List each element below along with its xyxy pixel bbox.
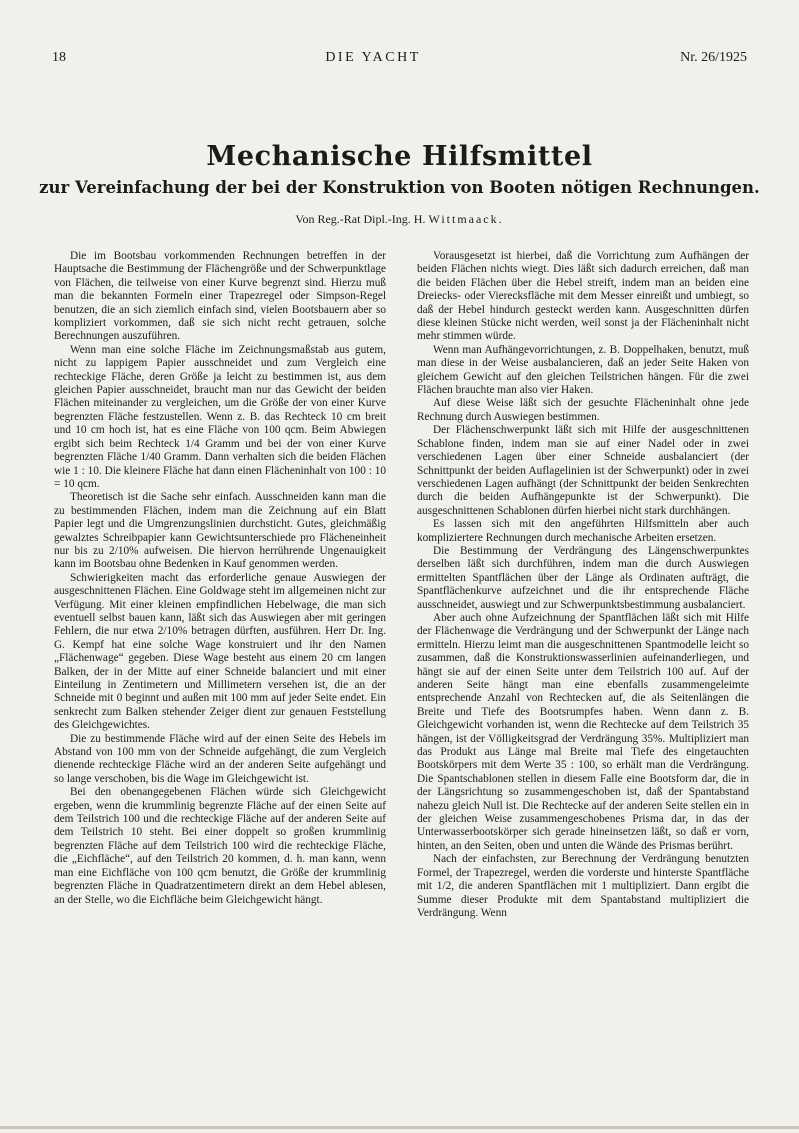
paragraph: Wenn man Aufhängevorrichtungen, z. B. Doppelhaken, benutzt, muß man diese in der Weise ausbalancieren, daß an jeder Seite Haken von gleichem Gewicht auf den gleichen Teilstrichen hängen. Für die zwei Flächen brauchte man also vier Haken. [417, 343, 749, 397]
paragraph: Bei den obenangegebenen Flächen würde sich Gleichgewicht ergeben, wenn die krummlinig begrenzte Fläche auf der einen Seite auf dem Teilstrich 100 und die rechteckige Fläche auf der anderen Seite auf dem Teilstrich 10 steht. Bei einer doppelt so großen krummlinig begrenzten Fläche auf dem Teilstrich 100 wird die rechteckige Fläche, die „Eichfläche“, auf den Teilstrich 20 kommen, d. h. man kann, wenn man eine Eichfläche von 100 qcm benutzt, die Größe der krummlinig begrenzten Fläche in Quadratzentimetern direkt an dem Hebel ablesen, an der Stelle, wo die Eichfläche beim Gleichgewicht hängt. [54, 786, 386, 906]
article-byline [0, 212, 799, 227]
byline-prefix: Von Reg.-Rat Dipl.-Ing. H. [295, 212, 426, 226]
paragraph: Vorausgesetzt ist hierbei, daß die Vorrichtung zum Aufhängen der beiden Flächen nichts wiegt. Dies läßt sich dadurch erreichen, daß man die beiden Flächen über die Hebel streift, indem man an beiden eine Dreiecks- oder Vierecksfläche mit dem Messer einreißt und umbiegt, so daß der Hebel hindurch gesteckt werden kann. Ausgeschnitten dürfen diese kleinen Stücke nicht werden, weil sonst ja der Flächeninhalt nicht mehr stimmen würde. [417, 250, 749, 343]
paragraph: Aber auch ohne Aufzeichnung der Spantflächen läßt sich mit Hilfe der Flächenwage die Verdrängung und der Schwerpunkt der Länge nach ermitteln. Hierzu leimt man die ausgeschnittenen Spantmodelle leicht so zusammen, daß die Konstruktionswasserlinien aufeinanderliegen, und hängt sie auf der einen Seite unter dem Teilstrich 100 auf. Auf der anderen Seite hängt man eine ebenfalls zusammengeleimte entsprechende Anzahl von Rechtecken auf, die als Seitenlängen die Breite und Tiefe des Bootsrumpfes haben. Wenn dann z. B. Gleichgewicht vorhanden ist, wenn die Rechtecke auf dem Teilstrich 35 hängen, ist der Völligkeitsgrad der Verdrängung 35%. Multipliziert man das Produkt aus Länge mal Breite mal Tiefe des eingetauchten Bootskörpers mit dem Werte 35 : 100, so erhält man die Verdrängung. Die Spantschablonen stellen in diesem Falle eine Bootsform dar, die in der Längsrichtung so zusammengeschoben ist, daß der Spantabstand nahezu gleich Null ist. Die Rechtecke auf der anderen Seite stellen ein in der gleichen Weise zusammengeschobenes Prisma dar, in das der Unterwasserbootskörper sich gerade hineinsetzen läßt, so daß er vorn, hinten, an den Seiten, oben und unten die Wände des Prismas berührt. [417, 611, 749, 852]
paragraph: Die im Bootsbau vorkommenden Rechnungen betreffen in der Hauptsache die Bestimmung der Flächengröße und der Schwerpunktlage von Flächen, die teilweise von einer Kurve begrenzt sind. Hierzu muß man die bekannten Formeln einer Trapezregel oder Simpson-Regel benutzen, die an sich ziemlich einfach sind, vielen Bootsbauern aber so kompliziert vorkommen, daß sie sich nicht recht getrauen, solche Berechnungen auszuführen. [54, 250, 386, 343]
running-head: DIE YACHT [325, 50, 421, 65]
paragraph: Theoretisch ist die Sache sehr einfach. Ausschneiden kann man die zu bestimmenden Flächen, indem man die Zeichnung auf ein Blatt Papier legt und die Umgrenzungslinien durchsticht. Gutes, gleichmäßig gewalztes Schreibpapier kann Gewichtsunterschiede pro Flächeneinheit nur bis zu 2/10% aufweisen. Die hiervon herrührende Ungenauigkeit kann im Bootsbau ohne Bedenken in Kauf genommen werden. [54, 491, 386, 571]
paragraph: Die Bestimmung der Verdrängung des Längenschwerpunktes derselben läßt sich durchführen, indem man die durch Auswiegen ermittelten Spantflächen über der Länge als Ordinaten aufträgt, die Spantflächenkurve aufzeichnet und die ihr entsprechende Fläche ausschneidet, auswiegt und zur Schwerpunktsbestimmung ausbalanciert. [417, 544, 749, 611]
paragraph: Es lassen sich mit den angeführten Hilfsmitteln aber auch kompliziertere Rechnungen durch mechanische Arbeiten ersetzen. [417, 518, 749, 544]
right-column [417, 250, 749, 920]
page-number: 18 [52, 50, 66, 65]
paragraph: Wenn man eine solche Fläche im Zeichnungsmaßstab aus gutem, nicht zu lappigem Papier ausschneidet und zum Vergleich eine rechteckige Fläche, deren Größe ja leicht zu bestimmen ist, aus dem gleichen Papier ausschneidet, braucht man nur das Gewicht der beiden Flächen miteinander zu vergleichen, um die Größe der von einer Kurve begrenzten Fläche festzustellen. Wenn z. B. das Rechteck 10 cm breit und 10 cm hoch ist, hat es eine Fläche von 100 qcm. Beim Abwiegen ergibt sich beim Rechteck 1/4 Gramm und bei der von einer Kurve begrenzten Fläche 1/40 Gramm. Dann verhalten sich die beiden Flächen wie 1 : 10. Die kleinere Fläche hat dann einen Flächeninhalt von 100 : 10 = 10 qcm. [54, 343, 386, 490]
issue-number: Nr. 26/1925 [680, 50, 747, 65]
paragraph: Nach der einfachsten, zur Berechnung der Verdrängung benutzten Formel, der Trapezregel, werden die vorderste und hinterste Spantfläche mit 1/2, die anderen Spantflächen mit 1 multipliziert. Dann ergibt die Summe dieser Produkte mit dem Spantabstand multipliziert die Verdrängung. Wenn [417, 853, 749, 919]
paragraph: Schwierigkeiten macht das erforderliche genaue Auswiegen der ausgeschnittenen Flächen. Eine Goldwage steht im allgemeinen nicht zur Verfügung. Mit einer kleinen empfindlichen Hebelwage, die man sich eventuell selbst bauen kann, läßt sich das Auswiegen aber mit geringen Fehlern, die nur etwa 2/10% betragen dürften, ausführen. Herr Dr. Ing. G. Kempf hat eine solche Wage konstruiert und ihr den Namen „Flächenwage“ gegeben. Diese Wage besteht aus einem 20 cm langen Balken, der in der Mitte auf einer Schneide balanciert und mit einer Einteilung in Zentimetern und Millimetern versehen ist, die an der Schneide mit 0 beginnt und außen mit 100 mm auf jeder Seite endet. Ein senkrecht zum Balken stehender Zeiger dient zur genauen Feststellung des Gleichgewichtes. [54, 571, 386, 732]
article-title: Mechanische Hilfsmittel [206, 141, 593, 172]
paragraph: Auf diese Weise läßt sich der gesuchte Flächeninhalt ohne jede Rechnung durch Auswiegen bestimmen. [417, 397, 749, 423]
page-header [52, 50, 747, 66]
left-column [54, 250, 386, 907]
article-subtitle: zur Vereinfachung der bei der Konstruktion von Booten nötigen Rechnungen. [39, 178, 760, 197]
paragraph: Der Flächenschwerpunkt läßt sich mit Hilfe der ausgeschnittenen Schablone finden, indem man sie auf einer Nadel oder in zwei verschiedenen Lagen über einer Schneide ausbalanciert (der Schnittpunkt der beiden Auflagelinien ist der Schwerpunkt) oder in zwei verschiedenen Lagen aufhängt (der Schnittpunkt der beiden Senkrechten durch die beiden Aufhängepunkte ist der Schwerpunkt). Die ausgeschnittenen Schablonen dürfen hierbei nicht stark durchhängen. [417, 424, 749, 517]
scan-edge [0, 1126, 799, 1129]
paragraph: Die zu bestimmende Fläche wird auf der einen Seite des Hebels im Abstand von 100 mm von der Schneide aufgehängt, die zum Vergleich dienende rechteckige Fläche wird an der anderen Seite aufgehängt und so lange verschoben, bis die Wage im Gleichgewicht ist. [54, 732, 386, 785]
author-name: Wittmaack. [428, 212, 504, 226]
